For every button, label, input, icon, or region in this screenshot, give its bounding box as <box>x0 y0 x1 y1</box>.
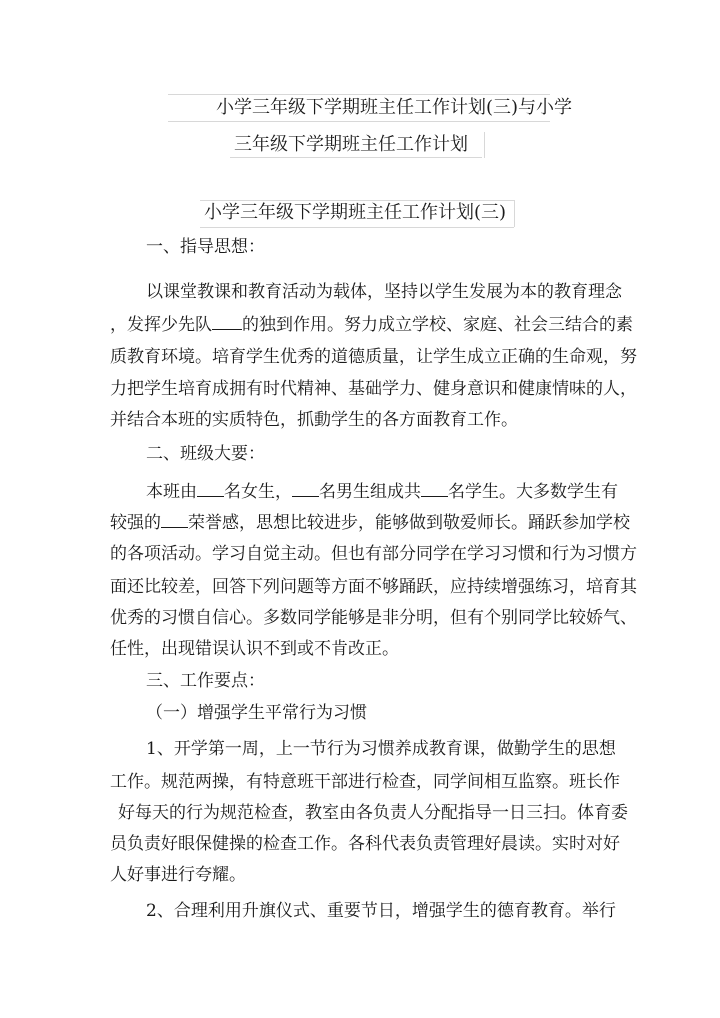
item1-line-4: 员负责好眼保健操的检查工作。各科代表负责管理好晨读。实时对好 <box>110 834 620 854</box>
item1-line-1: 1、开学第一周，上一节行为习惯养成教育课，做勤学生的思想 <box>146 739 616 759</box>
section2-line-1-part-1: 本班由 <box>146 482 197 502</box>
item2-line-1: 2、合理利用升旗仪式、重要节日，增强学生的德育教育。举行 <box>146 901 616 921</box>
section2-line-4: 面还比较差，回答下列问题等方面不够踊跃，应持续增强练习，培育其 <box>110 577 637 597</box>
section3-subheading-1: （一）增强学生平常行为习惯 <box>146 703 367 723</box>
section1-line-4: 力把学生培育成拥有时代精神、基础学力、健身意识和健康情味的人， <box>110 379 637 399</box>
section3-heading: 三、工作要点： <box>146 671 265 691</box>
item1-line-2: 工作。规范两操，有特意班干部进行检查，同学间相互监察。班长作 <box>110 772 620 792</box>
section2-heading: 二、班级大要： <box>146 444 265 464</box>
subtitle: 小学三年级下学期班主任工作计划(三) <box>204 202 507 223</box>
section2-line-1 <box>146 481 618 503</box>
title-line-2: 三年级下学期班主任工作计划 <box>234 134 468 155</box>
title-rule-right <box>484 132 485 158</box>
subtitle-rule-bottom <box>200 227 514 228</box>
section1-heading: 一、指导思想： <box>146 237 265 257</box>
section2-line-3: 的各项活动。学习自觉主动。但也有部分同学在学习习惯和行为习惯方 <box>110 544 637 564</box>
title-rule-bottom <box>230 157 482 158</box>
section1-line-2-start: ，发挥少先队 <box>110 315 212 335</box>
fill-blank-girls <box>197 482 224 497</box>
fill-blank-total <box>421 482 448 497</box>
fill-blank-honor <box>161 513 188 528</box>
section1-line-5: 并结合本班的实质特色，抓動学生的各方面教育工作。 <box>110 410 518 430</box>
section1-line-2 <box>110 314 633 336</box>
section2-line-2-part-1: 较强的 <box>110 513 161 533</box>
fill-blank-1 <box>212 315 242 330</box>
section1-line-2-end: 的独到作用。努力成立学校、家庭、社会三结合的素 <box>242 315 633 335</box>
subtitle-rule-right <box>514 200 515 227</box>
fill-blank-boys <box>292 482 319 497</box>
title-line-1: 小学三年级下学期班主任工作计划(三)与小学 <box>216 97 573 118</box>
title-rule-top <box>168 94 550 95</box>
section2-line-1-part-2: 名女生， <box>224 482 292 502</box>
item1-line-3: 好每天的行为规范检查，教室由各负责人分配指导一日三扫。体育委 <box>118 803 628 823</box>
item1-line-5: 人好事进行夸耀。 <box>110 865 246 885</box>
title-rule-mid <box>168 121 550 122</box>
section2-line-5: 优秀的习惯自信心。多数同学能够是非分明，但有个别同学比较娇气、 <box>110 608 637 628</box>
section2-line-1-part-4: 名学生。大多数学生有 <box>448 482 618 502</box>
section1-line-3: 质教育环境。培育学生优秀的道德质量，让学生成立正确的生命观，努 <box>110 347 637 367</box>
section2-line-1-part-3: 名男生组成共 <box>319 482 421 502</box>
section2-line-2-part-2: 荣誉感，思想比较进步，能够做到敬爱师长。踊跃参加学校 <box>188 513 630 533</box>
section1-line-1: 以课堂教课和教育活动为载体，坚持以学生发展为本的教育理念 <box>146 282 622 302</box>
section2-line-6: 任性，出现错误认识不到或不肯改正。 <box>110 639 399 659</box>
section2-line-2 <box>110 512 630 534</box>
